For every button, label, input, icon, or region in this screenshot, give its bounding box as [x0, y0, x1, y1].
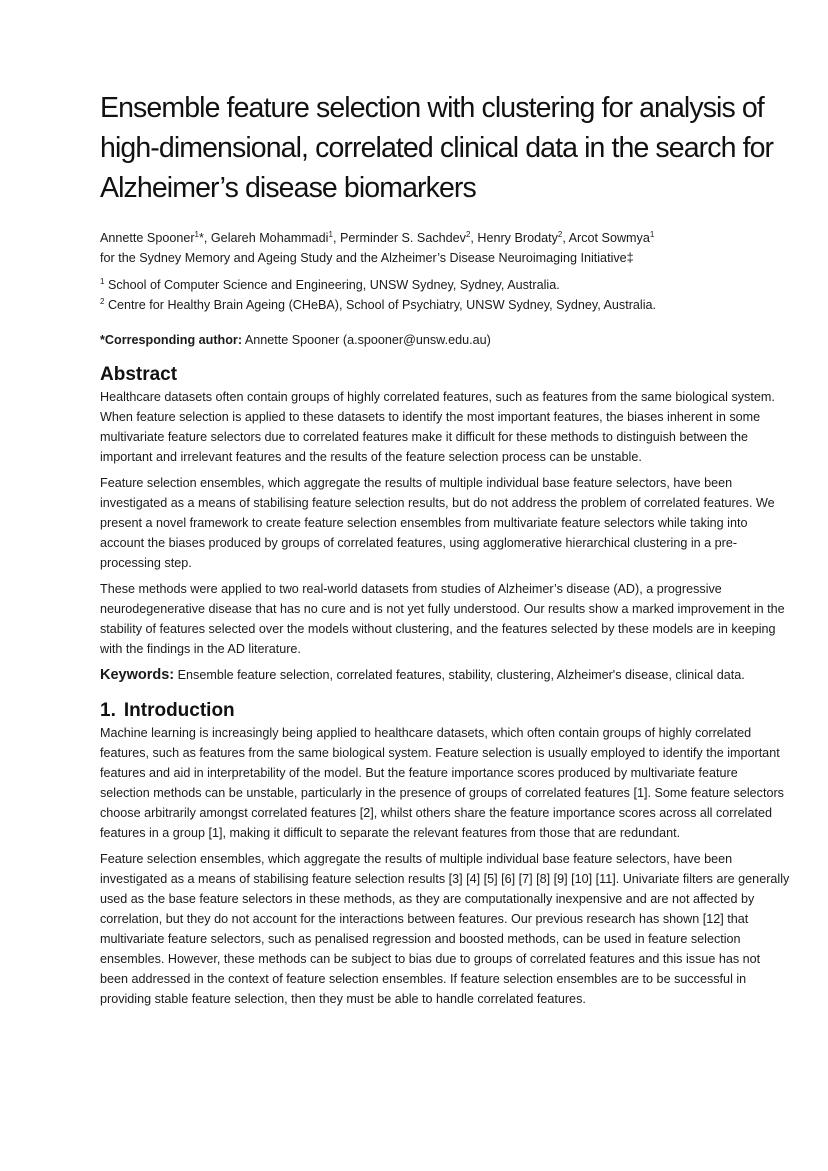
keywords-text: Ensemble feature selection, correlated features, stability, clustering, Alzheimer's disease, clinical data.	[174, 668, 745, 682]
author-5: Arcot Sowmya$^1$	[568, 229, 655, 245]
author-block	[100, 228, 790, 268]
affiliation-1: $^1$ School of Computer Science and Engineering, UNSW Sydney, Sydney, Australia.	[100, 276, 560, 292]
author-3: Perminder S. Sachdev$^2$,	[339, 229, 478, 245]
abstract-paragraph: Feature selection ensembles, which aggregate the results of multiple individual base feature selectors, have been investigated as a means of stabilising feature selection results, but do not address the problem of correlated features. We present a novel framework to create feature selection ensembles from multivariate feature selectors while taking into account the biases produced by groups of correlated features, using agglomerative hierarchical clustering in a pre-processing step.	[100, 476, 775, 570]
section-number: 1.	[100, 700, 116, 721]
keywords-label: Keywords:	[100, 667, 175, 683]
corresponding-label: *Corresponding author:	[100, 333, 243, 347]
author-line	[100, 228, 790, 248]
keywords	[100, 665, 790, 685]
corresponding-text: Annette Spooner (a.spooner@unsw.edu.au)	[244, 333, 491, 347]
section-title: Introduction	[123, 700, 235, 721]
corresponding-author	[100, 330, 790, 350]
abstract-heading: Abstract	[100, 364, 178, 385]
introduction-paragraph: Feature selection ensembles, which aggregate the results of multiple individual base feature selectors, have been investigated as a means of stabilising feature selection results [3] [4] [5] [6] [7] [8] [9] [10] [11]. Univariate filters are generally used as the base feature selectors in these methods, as they are computationally inexpensive and are not affected by correlation, but they do not account for the interactions between features. Our previous research has shown [12] that multivariate feature selectors, such as penalised regression and boosted methods, can be used in feature selection ensembles. However, these methods can be subject to bias due to groups of correlated features and this issue has not been addressed in the context of feature selection ensembles. If feature selection ensembles are to be successful in providing stable feature selection, then they must be able to handle correlated features.	[100, 852, 790, 1006]
affiliation-2: $^2$ Centre for Healthy Brain Ageing (CHeBA), School of Psychiatry, UNSW Sydney, Sydney, Australia.	[100, 296, 657, 312]
consortium-line: for the Sydney Memory and Ageing Study and the Alzheimer’s Disease Neuroimaging Initiative‡	[100, 251, 634, 265]
author-4: Henry Brodaty$^2$,	[477, 229, 569, 245]
author-2: Gelareh Mohammadi$^1$,	[210, 229, 340, 245]
abstract-paragraph: Healthcare datasets often contain groups of highly correlated features, such as features from the same biological system. When feature selection is applied to these datasets to identify the most important features, the biases inherent in some multivariate feature selectors due to correlated features make it difficult for these methods to distinguish between the important and irrelevant features and the results of the feature selection process can be unstable.	[100, 390, 775, 464]
affiliations	[100, 275, 790, 315]
introduction-paragraph: Machine learning is increasingly being applied to healthcare datasets, which often contain groups of highly correlated features, such as features from the same biological system. Feature selection is usually employed to identify the important features and aid in interpretability of the model. But the feature importance scores produced by multivariate feature selection methods can be unstable, particularly in the presence of groups of correlated features [1]. Some feature selectors choose arbitrarily amongst correlated features [2], whilst others share the feature importance scores across all correlated features in a group [1], making it difficult to separate the relevant features from those that are redundant.	[100, 726, 784, 840]
abstract-paragraph: These methods were applied to two real-world datasets from studies of Alzheimer’s disease (AD), a progressive neurodegenerative disease that has no cure and is not yet fully understood. Our results show a marked improvement in the stability of features selected over the models without clustering, and the features selected by these models are in keeping with the findings in the AD literature.	[100, 582, 785, 656]
introduction-heading	[100, 699, 790, 723]
paper-title: Ensemble feature selection with clustering for analysis of high-dimensional, correlated clinical data in the search for Alzheimer’s disease biomarkers	[100, 92, 774, 204]
author-1: Annette Spooner$^1$*,	[100, 229, 211, 245]
page-content	[100, 88, 790, 1009]
